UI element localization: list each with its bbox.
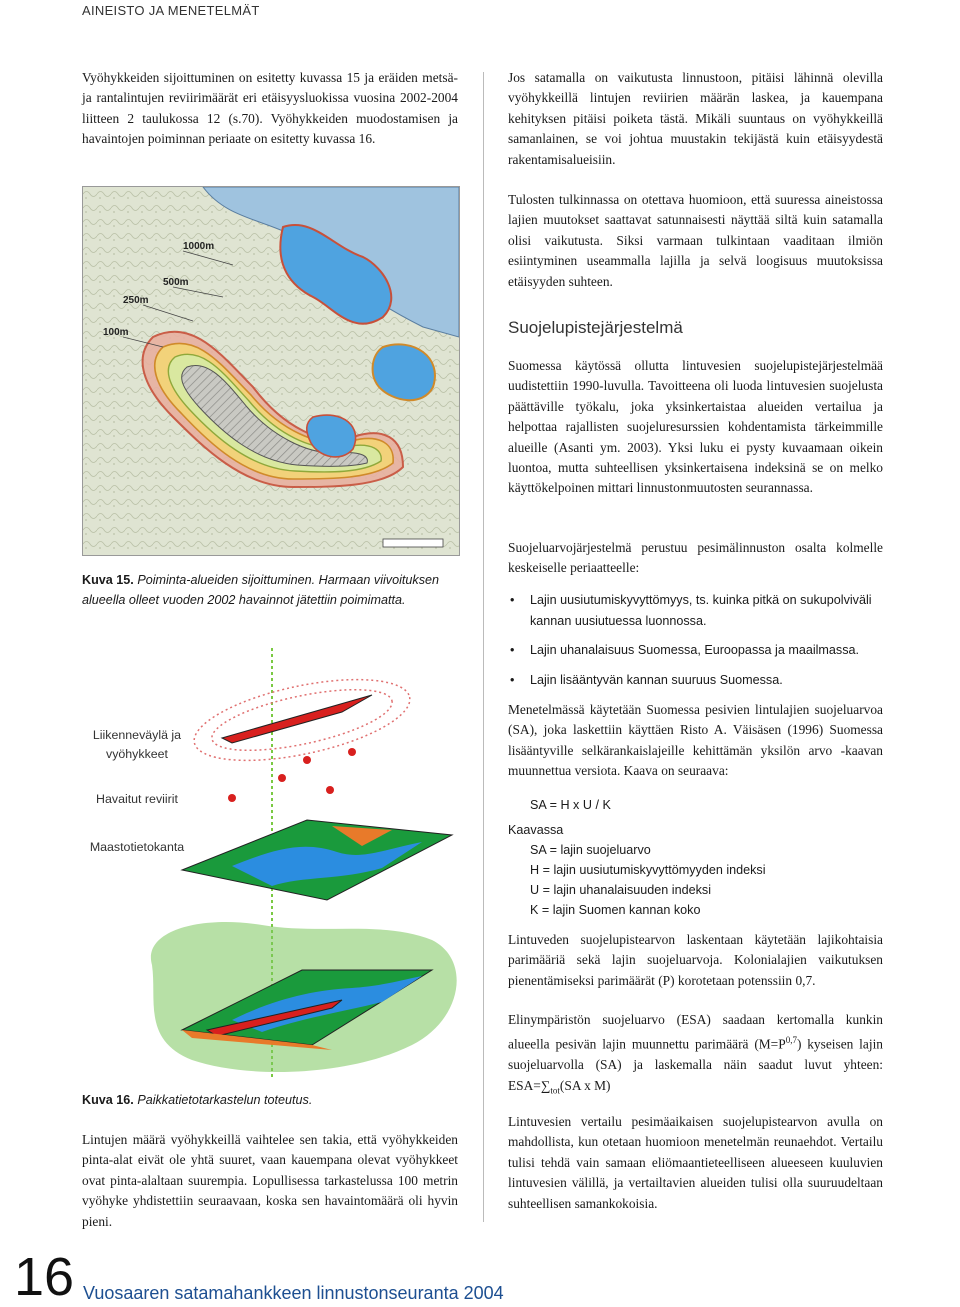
map-graphic <box>83 187 459 555</box>
label-250m: 250m <box>123 295 149 306</box>
esa-text-c: (SA x M) <box>559 1077 611 1093</box>
figure-15-map <box>82 186 460 556</box>
figure-16-diagram <box>82 640 472 1090</box>
footer-title: Vuosaaren satamahankkeen linnustonseuranta 2004 <box>83 1283 504 1303</box>
list-item: • Lajin uusiutumiskyvyttömyys, ts. kuinka pitkä on sukupolviväli kannan uusiutuessa luonnossa. <box>508 590 888 631</box>
figure-16-number: Kuva 16. <box>82 1093 134 1107</box>
formula: SA = H x U / K <box>530 798 611 812</box>
paragraph-3: Suomessa käytössä ollutta lintuvesien suojelupistejärjestelmää uudistettiin 1990-luvulla. Tavoitteena oli luoda lintuvesien suojelusta päättäville työkalu, joka yksinkertaistaa alueiden vertailua ja helpottaa rajallisten suojeluresurssien kohdentamista tärkeimmille alueille (Asanti ym. 2003). Yksi luku ei pysty kuvaamaan oikein luontoa, mutta suhteellisen yksinkertaisena indeksinä se on melko käyttökelpoinen mittari linnustonmuutosten seurannassa. <box>508 358 883 496</box>
list-item: • Lajin lisääntyvän kannan suuruus Suomessa. <box>508 670 888 691</box>
definition-u: U = lajin uhanalaisuuden indeksi <box>530 883 711 897</box>
layer-label-road-zones: Liikenneväylä ja vyöhykkeet <box>92 728 182 761</box>
paragraph-7 <box>508 1010 883 1101</box>
definition-sa: SA = lajin suojeluarvo <box>530 843 651 857</box>
layer-label-terrain-db: Maastotietokanta <box>89 840 185 854</box>
layers-graphic <box>82 640 472 1090</box>
closing-paragraph: Lintujen määrä vyöhykkeillä vaihtelee sen takia, että vyöhykkeiden pinta-alat eivät ole yhtä suuret, vaan kauempana olevat vyöhykkeet ovat pinta-alaltaan suurempia. Lopullisessa tarkastelussa 100 metrin vyöhyke yhdistettiin seuraavaan, koska sen havaintomäärä oli hyvin pieni. <box>82 1132 458 1229</box>
column-divider <box>483 72 484 1222</box>
paragraph-1: Jos satamalla on vaikutusta linnustoon, pitäisi lähinnä olevilla vyöhykkeillä lintujen reviirien määrän laskea, ja kauempana kehityksen pitäisi poiketa tästä. Mikäli suuntaus on vyöhykkeillä samanlainen, se voi johtua muustakin tekijästä kuin etäisyydestä rakentamisalueisiin. <box>508 70 883 167</box>
paragraph-5: Menetelmässä käytetään Suomessa pesivien lintulajien suojeluarvoa (SA), joka laskettiin käyttäen Risto A. Väisäsen (1996) Suomessa lisääntyville selkärankaislajeille kehittämän yksilön arvo -kaavan muunnettua versiota. Kaava on seuraava: <box>508 702 883 779</box>
section-heading: Suojelupistejärjestelmä <box>508 318 683 337</box>
section-title: AINEISTO JA MENETELMÄT <box>82 3 260 18</box>
intro-paragraph: Vyöhykkeiden sijoittuminen on esitetty kuvassa 15 ja eräiden metsä- ja rantalintujen reviirimäärät eri etäisyysluokissa vuosina 2002-2004 liitteen 2 taulukossa 12 (s.70). Vyöhykkeiden muodostamisen ja havaintojen poiminnan periaate on esitetty kuvassa 16. <box>82 70 458 147</box>
running-header <box>0 0 960 26</box>
scale-bar <box>383 539 443 547</box>
sum-subscript: tot <box>550 1085 560 1096</box>
paragraph-2: Tulosten tulkinnassa on otettava huomioon, että suuressa aineistossa lajien muutokset saattavat satunnaisesti näyttää siltä kuin satamalla olisi vaikutusta. Siksi varmaan tulkintaan vaaditaan ilmiön esiintyminen useammalla lajilla ja selvä loogisuus muutoksissa etäisyyden suhteen. <box>508 192 883 289</box>
figure-16-text: Paikkatietotarkastelun toteutus. <box>137 1093 313 1107</box>
paragraph-4: Suojeluarvojärjestelmä perustuu pesimälinnuston osalta kolmelle keskeiselle periaatteelle: <box>508 540 883 576</box>
definition-h: H = lajin uusiutumiskyvyttömyyden indeksi <box>530 863 766 877</box>
label-500m: 500m <box>163 277 189 288</box>
figure-15-number: Kuva 15. <box>82 573 134 587</box>
page-number: 16 <box>14 1247 75 1307</box>
esa-text-b: ) kyseisen lajin suojeluarvolla (SA) ja laskemalla näin saadut luvut yhteen: ESA= <box>508 1036 883 1093</box>
list-item: • Lajin uhanalaisuus Suomessa, Euroopassa ja maailmassa. <box>508 640 888 661</box>
formula-intro: Kaavassa <box>508 823 564 837</box>
exponent: 0,7 <box>785 1035 797 1046</box>
definition-k: K = lajin Suomen kannan koko <box>530 903 701 917</box>
figure-15-caption <box>82 570 462 610</box>
figure-16-caption <box>82 1090 462 1110</box>
layer-label-territories: Havaitut reviirit <box>96 792 178 806</box>
esa-text-a: Elinympäristön suojeluarvo (ESA) saadaan kertomalla kunkin alueella pesivän lajin muunnettu parimäärä (M=P <box>508 1012 883 1052</box>
principles-list <box>508 590 888 699</box>
figure-15-text: Poiminta-alueiden sijoittuminen. Harmaan viivoituksen alueella olleet vuoden 2002 havainnot jätettiin poimimatta. <box>82 573 440 607</box>
territory-dots <box>228 748 356 802</box>
paragraph-8: Lintuvesien vertailu pesimäaikaisen suojelupistearvon avulla on mahdollista, kun otetaan huomioon menetelmän reunaehdot. Vertailu tulisi tehdä vain samaan eliömaantieteelliseen alueeseen kuuluvien lintuvesien välillä, ja vertailtavien alueiden tulisi olla suuruudeltaan suhteellisen samankokoisia. <box>508 1114 883 1211</box>
sum-symbol: ∑ <box>540 1077 551 1093</box>
label-100m: 100m <box>103 327 129 338</box>
paragraph-6: Lintuveden suojelupistearvon laskentaan käytetään lajikohtaisia parimääriä sekä lajin suojeluarvoja. Kolonialajien vaikutuksen pienentämiseksi parimäärät (P) korotetaan potenssiin 0,7. <box>508 932 883 988</box>
label-1000m: 1000m <box>183 241 215 252</box>
